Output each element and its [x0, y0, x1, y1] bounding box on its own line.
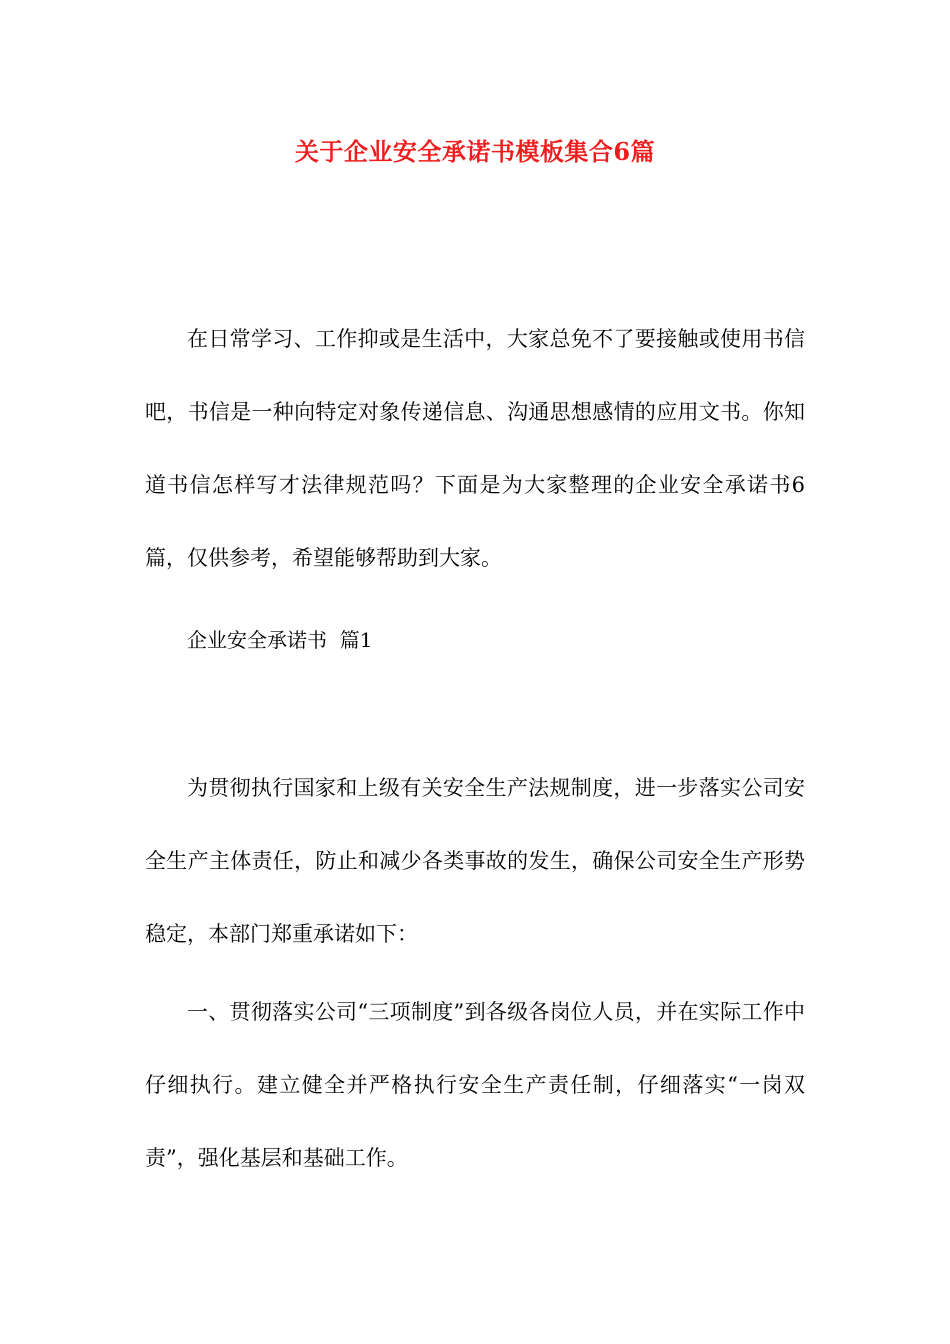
- paragraph-commitment-intro: 为贯彻执行国家和上级有关安全生产法规制度，进一步落实公司安全生产主体责任，防止和减少各类事故的发生，确保公司安全生产形势稳定，本部门郑重承诺如下：: [145, 776, 805, 946]
- paragraph-item-one: 一、贯彻落实公司“三项制度”到各级各岗位人员，并在实际工作中仔细执行。建立健全并严格执行安全生产责任制，仔细落实“一岗双责”，强化基层和基础工作。: [145, 1000, 805, 1170]
- document-title: 关于企业安全承诺书模板集合6篇: [294, 137, 656, 166]
- section-heading: 企业安全承诺书 篇1: [187, 628, 373, 652]
- intro-paragraph: 在日常学习、工作抑或是生活中，大家总免不了要接触或使用书信吧，书信是一种向特定对象传递信息、沟通思想感情的应用文书。你知道书信怎样写才法律规范吗？下面是为大家整理的企业安全承诺书6篇，仅供参考，希望能够帮助到大家。: [145, 327, 805, 570]
